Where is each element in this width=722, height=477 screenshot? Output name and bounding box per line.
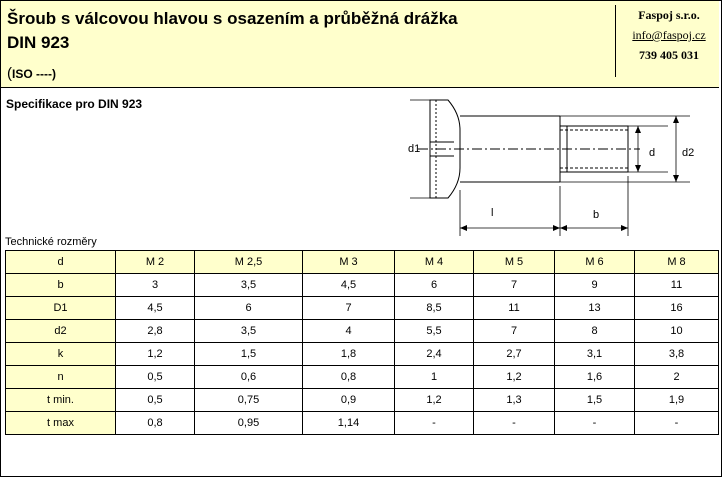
table-cell: 0,6	[195, 366, 303, 389]
header-panel	[1, 1, 719, 88]
label-d2: d2	[682, 147, 695, 159]
table-cell: 6	[395, 274, 474, 297]
table-cell: 3,5	[195, 274, 303, 297]
iso-paren: (	[7, 65, 12, 82]
table-cell: 1,14	[303, 412, 395, 435]
table-cell: 1,2	[474, 366, 555, 389]
table-row-label: k	[6, 343, 116, 366]
table-cell: 8	[555, 320, 635, 343]
table-row	[6, 297, 719, 320]
table-cell: 7	[474, 274, 555, 297]
label-b: b	[593, 209, 600, 221]
company-phone: 739 405 031	[639, 48, 699, 62]
table-cell: 1,5	[555, 389, 635, 412]
company-divider	[615, 5, 616, 77]
table-cell: 1,9	[635, 389, 719, 412]
table-cell: 11	[635, 274, 719, 297]
page-title	[7, 7, 458, 55]
dimensions-table-body	[6, 251, 719, 435]
label-d: d	[649, 147, 656, 159]
title-line-1: Šroub s válcovou hlavou s osazením a průběžná drážka	[7, 9, 458, 28]
table-cell: 1,2	[395, 389, 474, 412]
table-cell: 0,9	[303, 389, 395, 412]
label-l: l	[491, 207, 494, 219]
table-row	[6, 343, 719, 366]
table-row-label: t max	[6, 412, 116, 435]
table-cell: -	[555, 412, 635, 435]
table-cell: 5,5	[395, 320, 474, 343]
table-cell: 1,8	[303, 343, 395, 366]
spec-title: Specifikace pro DIN 923	[6, 97, 143, 111]
table-cell: 0,5	[116, 366, 195, 389]
table-row	[6, 320, 719, 343]
table-cell: 1,5	[195, 343, 303, 366]
company-name: Faspoj s.r.o.	[638, 8, 700, 22]
table-row	[6, 412, 719, 435]
table-cell: 7	[303, 297, 395, 320]
table-cell: 3,1	[555, 343, 635, 366]
table-cell: 1	[395, 366, 474, 389]
table-row-label: b	[6, 274, 116, 297]
table-cell: 16	[635, 297, 719, 320]
table-cell: 9	[555, 274, 635, 297]
table-cell: 2,7	[474, 343, 555, 366]
table-header-cell: M 4	[395, 251, 474, 274]
iso-value: ISO ----)	[12, 67, 56, 81]
table-row-label: t min.	[6, 389, 116, 412]
label-d1: d1	[408, 143, 421, 155]
table-row	[6, 389, 719, 412]
table-cell: 11	[474, 297, 555, 320]
table-header-cell: M 5	[474, 251, 555, 274]
table-cell: 13	[555, 297, 635, 320]
table-header-cell: d	[6, 251, 116, 274]
screw-drawing	[400, 90, 700, 238]
table-cell: 3,5	[195, 320, 303, 343]
table-header-cell: M 2,5	[195, 251, 303, 274]
table-row-label: n	[6, 366, 116, 389]
table-header-cell: M 3	[303, 251, 395, 274]
iso-reference	[7, 65, 56, 82]
table-header-cell: M 6	[555, 251, 635, 274]
table-cell: 0,8	[303, 366, 395, 389]
table-cell: 10	[635, 320, 719, 343]
table-cell: 2,8	[116, 320, 195, 343]
table-cell: 4,5	[116, 297, 195, 320]
table-cell: 0,8	[116, 412, 195, 435]
table-cell: 4	[303, 320, 395, 343]
table-row-label: d2	[6, 320, 116, 343]
table-cell: 8,5	[395, 297, 474, 320]
table-cell: 7	[474, 320, 555, 343]
table-cell: -	[395, 412, 474, 435]
table-cell: 1,3	[474, 389, 555, 412]
table-header-cell: M 2	[116, 251, 195, 274]
table-cell: 0,75	[195, 389, 303, 412]
table-cell: 3,8	[635, 343, 719, 366]
company-email-link[interactable]: info@faspoj.cz	[632, 28, 706, 42]
table-cell: 2,4	[395, 343, 474, 366]
table-cell: 2	[635, 366, 719, 389]
table-row	[6, 366, 719, 389]
table-cell: 0,5	[116, 389, 195, 412]
table-cell: -	[474, 412, 555, 435]
table-cell: 4,5	[303, 274, 395, 297]
table-caption: Technické rozměry	[5, 236, 97, 248]
table-cell: 0,95	[195, 412, 303, 435]
table-row	[6, 274, 719, 297]
company-info	[623, 5, 715, 65]
table-header-cell: M 8	[635, 251, 719, 274]
table-cell: 3	[116, 274, 195, 297]
dimensions-table	[5, 250, 719, 435]
table-cell: 6	[195, 297, 303, 320]
table-cell: -	[635, 412, 719, 435]
table-cell: 1,6	[555, 366, 635, 389]
table-header-row	[6, 251, 719, 274]
table-cell: 1,2	[116, 343, 195, 366]
title-line-2: DIN 923	[7, 33, 70, 52]
table-row-label: D1	[6, 297, 116, 320]
